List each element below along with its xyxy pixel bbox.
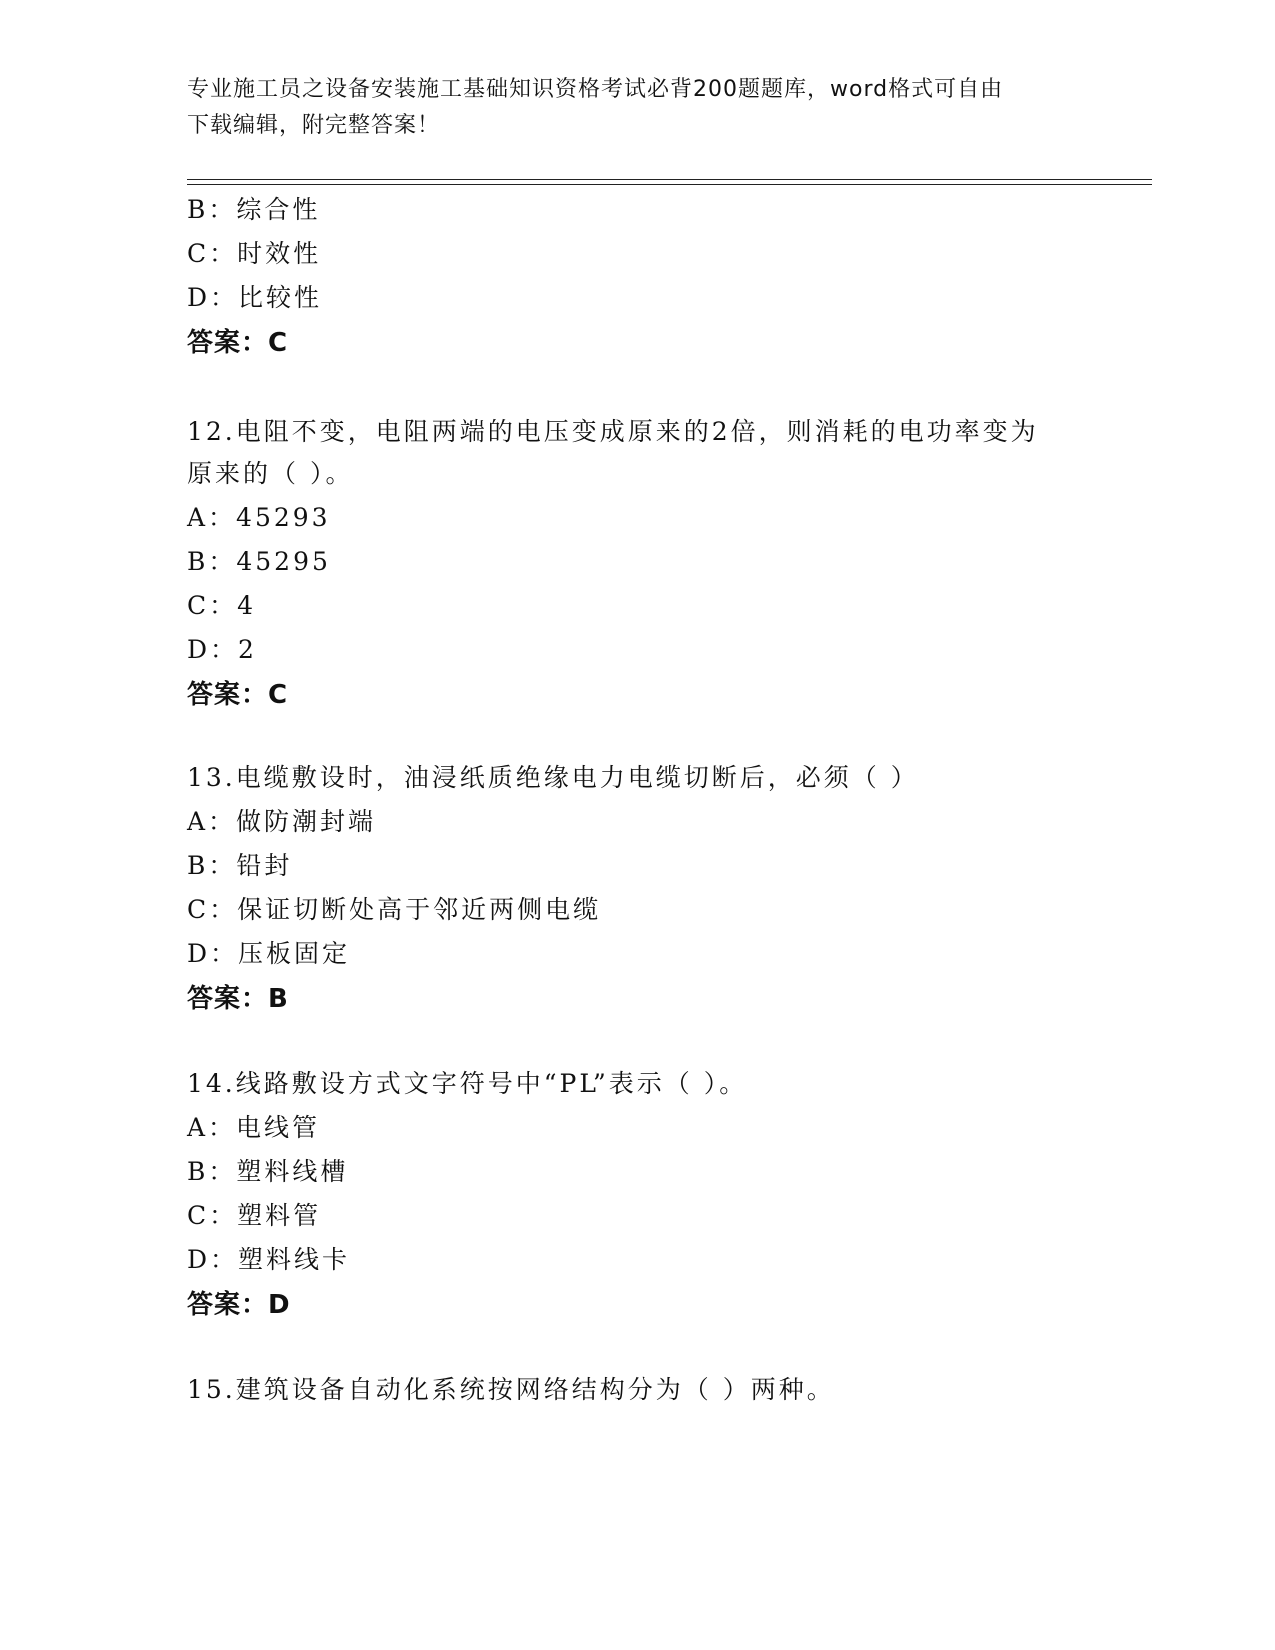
q15-stem: 15.建筑设备自动化系统按网络结构分为（ ）两种。 <box>187 1375 835 1404</box>
header-line-1: 专业施工员之设备安装施工基础知识资格考试必背200题题库，word格式可自由 <box>187 77 1004 102</box>
q14-option-c: C：塑料管 <box>187 1201 322 1230</box>
header-line-2: 下载编辑，附完整答案！ <box>187 113 441 138</box>
header-rule-bottom <box>187 184 1152 185</box>
q14-stem: 14.线路敷设方式文字符号中“PL”表示（ ）。 <box>187 1069 748 1098</box>
q14-option-b: B：塑料线槽 <box>187 1157 349 1186</box>
q11-option-d: D：比较性 <box>187 283 323 312</box>
q12-answer: 答案：C <box>187 680 289 710</box>
q13-option-c: C：保证切断处高于邻近两侧电缆 <box>187 895 602 924</box>
q14-option-d: D：塑料线卡 <box>187 1245 351 1274</box>
q11-answer: 答案：C <box>187 328 289 358</box>
q13-option-b: B：铅封 <box>187 851 293 880</box>
q12-option-d: D：2 <box>187 635 257 664</box>
q13-option-a: A：做防潮封端 <box>187 807 377 836</box>
q11-option-c: C：时效性 <box>187 239 322 268</box>
q14-option-a: A：电线管 <box>187 1113 321 1142</box>
q12-stem-line-2: 原来的（ ）。 <box>187 459 354 488</box>
q12-option-b: B：45295 <box>187 547 331 576</box>
q14-answer: 答案：D <box>187 1290 291 1320</box>
document-header <box>187 72 1087 144</box>
q11-option-b: B：综合性 <box>187 195 321 224</box>
q12-option-c: C：4 <box>187 591 257 620</box>
q12-stem-line-1: 12.电阻不变，电阻两端的电压变成原来的2倍，则消耗的电功率变为 <box>187 417 1039 446</box>
q13-option-d: D：压板固定 <box>187 939 351 968</box>
q12-option-a: A：45293 <box>187 503 331 532</box>
q13-answer: 答案：B <box>187 984 289 1014</box>
q13-stem: 13.电缆敷设时，油浸纸质绝缘电力电缆切断后，必须（ ） <box>187 763 919 792</box>
header-rule-top <box>187 179 1152 180</box>
